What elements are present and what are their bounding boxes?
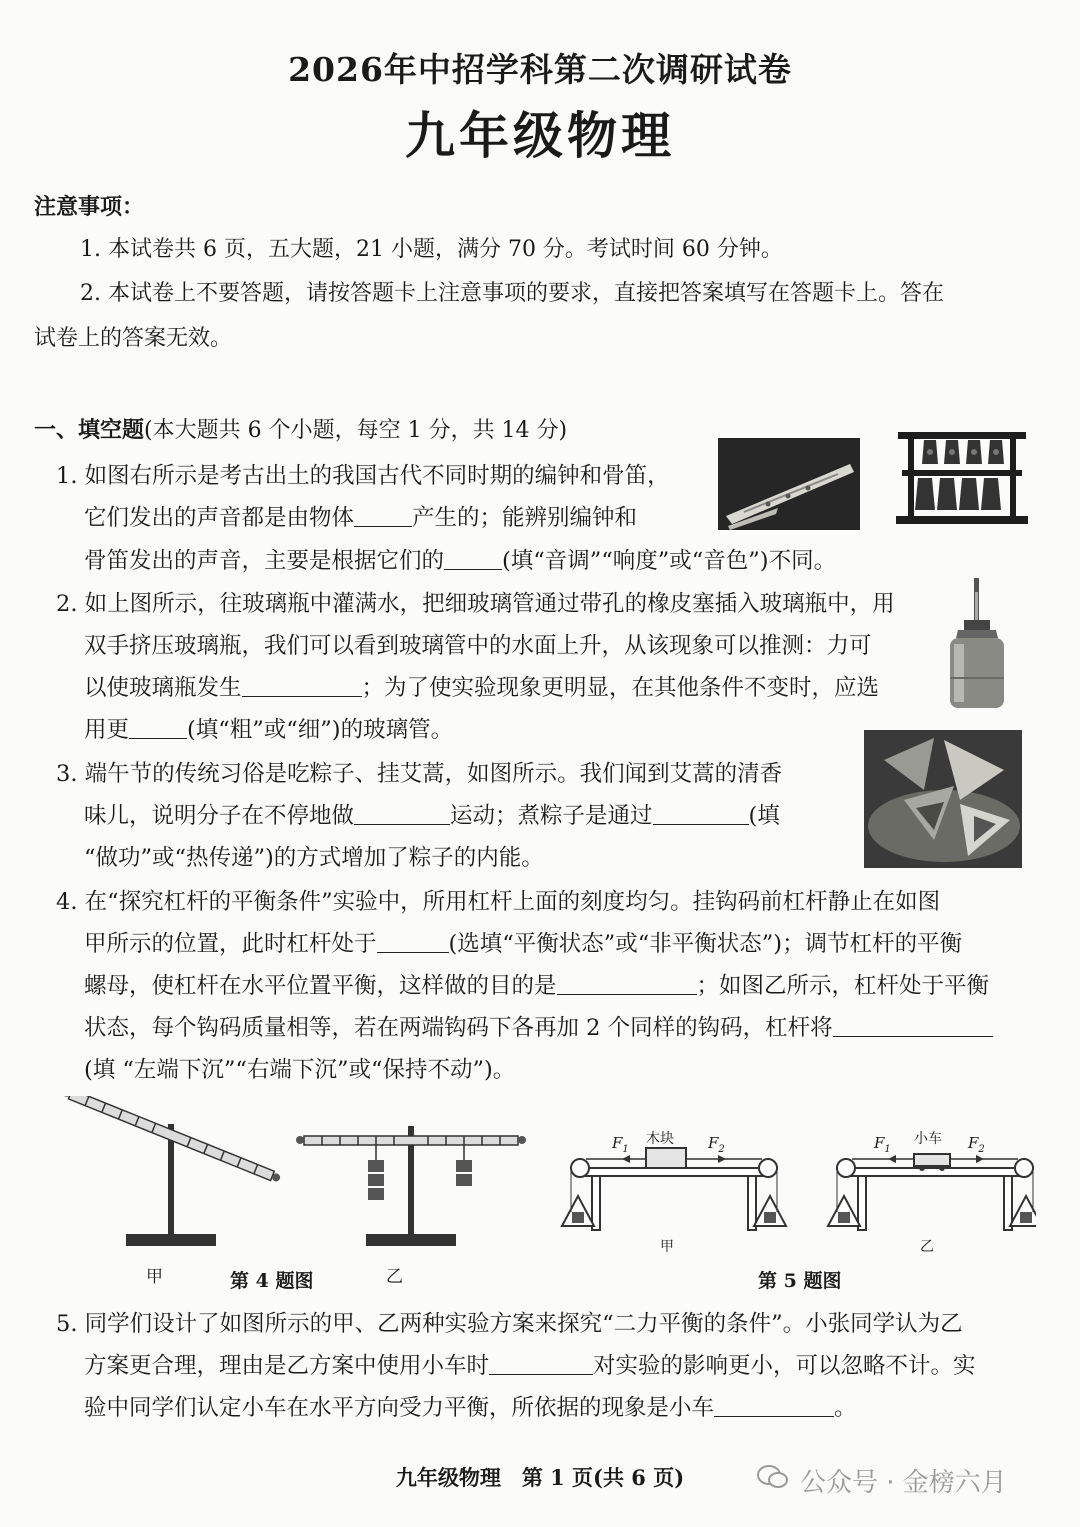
notice-heading: 注意事项： [34, 194, 145, 220]
notice-item-2-line-2: 试卷上的答案无效。 [34, 326, 233, 351]
fig5-jia-label: 甲 [660, 1239, 674, 1255]
q3-line-2: 味儿，说明分子在不停地做 运动；煮粽子是通过 (填 [84, 803, 780, 829]
answer-blank[interactable] [557, 974, 697, 995]
q2-line-4: 用更 (填“粗”或“细”)的玻璃管。 [84, 717, 454, 743]
q3-line-1: 3. 端午节的传统习俗是吃粽子、挂艾蒿，如图所示。我们闻到艾蒿的清香 [56, 761, 783, 787]
q5-line-3: 验中同学们认定小车在水平方向受力平衡，所依据的现象是小车 。 [84, 1395, 857, 1421]
page-footer: 九年级物理 第 1 页(共 6 页) [395, 1465, 685, 1490]
fig4-jia-label: 甲 [146, 1267, 163, 1287]
q2-line-2: 双手挤压玻璃瓶，我们可以看到玻璃管中的水面上升，从该现象可以推测：力可 [84, 633, 872, 659]
q2-line-3: 以使玻璃瓶发生 ；为了使实验现象更明显，在其他条件不变时，应选 [84, 675, 880, 701]
q4-line-4: 状态，每个钩码质量相等，若在两端钩码下各再加 2 个同样的钩码，杠杆将 [84, 1010, 993, 1042]
q4-line-2: 甲所示的位置，此时杠杆处于 (选填“平衡状态”或“非平衡状态”)；调节杠杆的平衡 [84, 931, 963, 957]
force-f1-label-jia: $F_1$ [612, 1134, 629, 1155]
answer-blank[interactable] [377, 932, 449, 953]
answer-blank[interactable] [354, 506, 412, 527]
two-force-jia-diagram [562, 1148, 786, 1230]
answer-blank[interactable] [489, 1354, 593, 1375]
fig4-yi-label: 乙 [386, 1267, 403, 1287]
block-label: 木块 [646, 1131, 674, 1147]
fig5-caption: 第 5 题图 [758, 1270, 842, 1292]
two-force-yi-diagram [828, 1154, 1036, 1230]
answer-blank[interactable] [653, 804, 749, 825]
bone-flute-photo [718, 438, 860, 530]
force-f1-label-yi: $F_1$ [874, 1134, 891, 1155]
force-f2-label-yi: $F_2$ [968, 1134, 985, 1155]
answer-blank[interactable] [242, 676, 362, 697]
q2-line-1: 2. 如上图所示，往玻璃瓶中灌满水，把细玻璃管通过带孔的橡皮塞插入玻璃瓶中，用 [56, 591, 895, 617]
fig4-caption: 第 4 题图 [230, 1270, 314, 1292]
glass-bottle-photo [944, 578, 1010, 712]
q1-line-2: 它们发出的声音都是由物体 产生的；能辨别编钟和 [84, 505, 638, 531]
q4-line-1: 4. 在“探究杠杆的平衡条件”实验中，所用杠杆上面的刻度均匀。挂钩码前杠杆静止在如图 [56, 889, 941, 915]
q3-line-3: “做功”或“热传递”)的方式增加了粽子的内能。 [84, 845, 544, 871]
q5-line-2: 方案更合理，理由是乙方案中使用小车时 对实验的影响更小，可以忽略不计。实 [84, 1353, 976, 1379]
lever-yi-diagram [296, 1126, 526, 1246]
cart-label: 小车 [914, 1131, 942, 1147]
notice-item-2-line-1: 2. 本试卷上不要答题，请按答题卡上注意事项的要求，直接把答案填写在答题卡上。答在 [80, 281, 944, 306]
answer-blank[interactable] [444, 549, 502, 570]
lever-jia-diagram [61, 1096, 282, 1246]
wechat-icon [756, 1462, 790, 1492]
subject-title: 九年级物理 [405, 106, 675, 165]
section-title: 一、填空题 [34, 417, 145, 443]
force-f2-label-jia: $F_2$ [708, 1134, 725, 1155]
bianzhong-bells-photo [894, 428, 1030, 528]
fig5-yi-label: 乙 [920, 1239, 934, 1255]
zongzi-photo [864, 730, 1022, 868]
watermark-text: 公众号 · 金榜六月 [800, 1468, 1007, 1498]
figures-row [56, 1096, 1036, 1296]
exam-title: 2026年中招学科第二次调研试卷 [288, 50, 792, 89]
q4-line-5: (填 “左端下沉”“右端下沉”或“保持不动”)。 [84, 1057, 516, 1083]
answer-blank[interactable] [714, 1396, 834, 1417]
q1-line-1: 1. 如图右所示是考古出土的我国古代不同时期的编钟和骨笛， [56, 463, 670, 489]
section-heading [34, 413, 567, 444]
section-info: (本大题共 6 个小题，每空 1 分，共 14 分) [144, 418, 568, 443]
q4-line-3: 螺母，使杠杆在水平位置平衡，这样做的目的是 ；如图乙所示，杠杆处于平衡 [84, 973, 990, 999]
answer-blank[interactable] [129, 718, 187, 739]
notice-item-1: 1. 本试卷共 6 页，五大题，21 小题，满分 70 分。考试时间 60 分钟。 [80, 237, 783, 262]
answer-blank[interactable] [833, 1016, 993, 1037]
answer-blank[interactable] [354, 804, 450, 825]
q5-line-1: 5. 同学们设计了如图所示的甲、乙两种实验方案来探究“二力平衡的条件”。小张同学认为乙 [56, 1311, 963, 1337]
q1-line-3: 骨笛发出的声音，主要是根据它们的 (填“音调”“响度”或“音色”)不同。 [84, 548, 837, 574]
